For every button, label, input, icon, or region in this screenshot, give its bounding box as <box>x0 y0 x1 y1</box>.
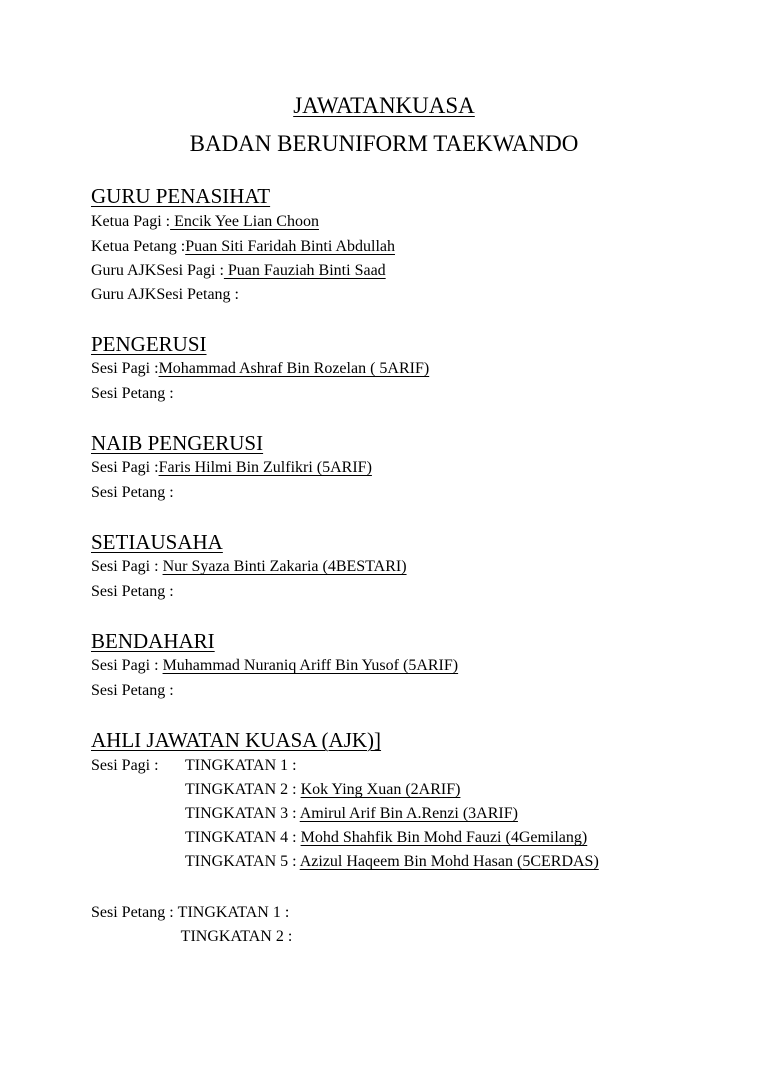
section-heading-setiausaha: SETIAUSAHA <box>91 530 223 554</box>
guru-penasihat-row <box>91 212 319 232</box>
row-label: Sesi Pagi : <box>91 459 159 476</box>
section-heading-naib-pengerusi: NAIB PENGERUSI <box>91 431 264 455</box>
ajk-pagi-row <box>185 828 587 848</box>
guru-penasihat-row <box>91 261 386 281</box>
naib-pengerusi-row <box>91 458 372 478</box>
row-value: Kok Ying Xuan (2ARIF) <box>300 781 461 798</box>
guru-penasihat-row <box>91 237 395 257</box>
row-label: TINGKATAN 1 : <box>177 904 290 921</box>
row-value: Mohd Shahfik Bin Mohd Fauzi (4Gemilang) <box>300 829 588 846</box>
setiausaha-row <box>91 557 407 577</box>
row-label: Sesi Pagi : <box>91 657 163 674</box>
ajk-petang-row <box>181 927 293 947</box>
ajk-sesi-pagi-label: Sesi Pagi : <box>91 757 159 774</box>
row-label: Guru AJKSesi Pagi : <box>91 262 224 279</box>
naib-pengerusi-row <box>91 483 174 503</box>
ajk-sesi-petang-label: Sesi Petang : <box>91 904 174 921</box>
row-label: TINGKATAN 2 : <box>180 928 293 945</box>
guru-penasihat-row <box>91 285 239 305</box>
title-line-1: JAWATANKUASA <box>293 93 475 118</box>
bendahari-row <box>91 681 174 701</box>
row-value: Azizul Haqeem Bin Mohd Hasan (5CERDAS) <box>299 853 599 870</box>
section-heading-bendahari: BENDAHARI <box>91 629 215 653</box>
row-label: TINGKATAN 5 : <box>185 853 300 870</box>
row-label: TINGKATAN 4 : <box>185 829 301 846</box>
row-value: Puan Fauziah Binti Saad <box>223 262 386 279</box>
row-label: Sesi Pagi : <box>91 360 159 377</box>
row-label: Ketua Pagi : <box>91 213 171 230</box>
row-label: Ketua Petang : <box>91 238 186 255</box>
row-label: TINGKATAN 1 : <box>185 757 297 774</box>
row-value: Encik Yee Lian Choon <box>170 213 319 230</box>
section-heading-guru-penasihat: GURU PENASIHAT <box>91 184 271 208</box>
row-value: Nur Syaza Binti Zakaria (4BESTARI) <box>162 558 407 575</box>
row-value: Amirul Arif Bin A.Renzi (3ARIF) <box>299 805 518 822</box>
ajk-petang-row <box>178 903 290 923</box>
row-label: Sesi Petang : <box>91 385 174 402</box>
row-label: TINGKATAN 3 : <box>185 805 300 822</box>
ajk-pagi-row <box>185 852 599 872</box>
row-value: Puan Siti Faridah Binti Abdullah <box>185 238 395 255</box>
ajk-pagi-row <box>185 780 460 800</box>
row-value: Mohammad Ashraf Bin Rozelan ( 5ARIF) <box>158 360 430 377</box>
section-heading-ajk: AHLI JAWATAN KUASA (AJK)] <box>91 728 382 752</box>
row-label: Sesi Petang : <box>91 583 174 600</box>
pengerusi-row <box>91 359 429 379</box>
row-label: TINGKATAN 2 : <box>185 781 301 798</box>
row-label: Sesi Petang : <box>91 682 174 699</box>
ajk-pagi-row <box>185 804 518 824</box>
row-value: Faris Hilmi Bin Zulfikri (5ARIF) <box>158 459 372 476</box>
title-line-2: BADAN BERUNIFORM TAEKWANDO <box>189 131 579 156</box>
ajk-pagi-row <box>185 756 297 776</box>
bendahari-row <box>91 656 458 676</box>
section-heading-pengerusi: PENGERUSI <box>91 332 207 356</box>
row-label: Sesi Pagi : <box>91 558 163 575</box>
pengerusi-row <box>91 384 174 404</box>
row-label: Guru AJKSesi Petang : <box>91 286 239 303</box>
setiausaha-row <box>91 582 174 602</box>
row-label: Sesi Petang : <box>91 484 174 501</box>
row-value: Muhammad Nuraniq Ariff Bin Yusof (5ARIF) <box>162 657 459 674</box>
